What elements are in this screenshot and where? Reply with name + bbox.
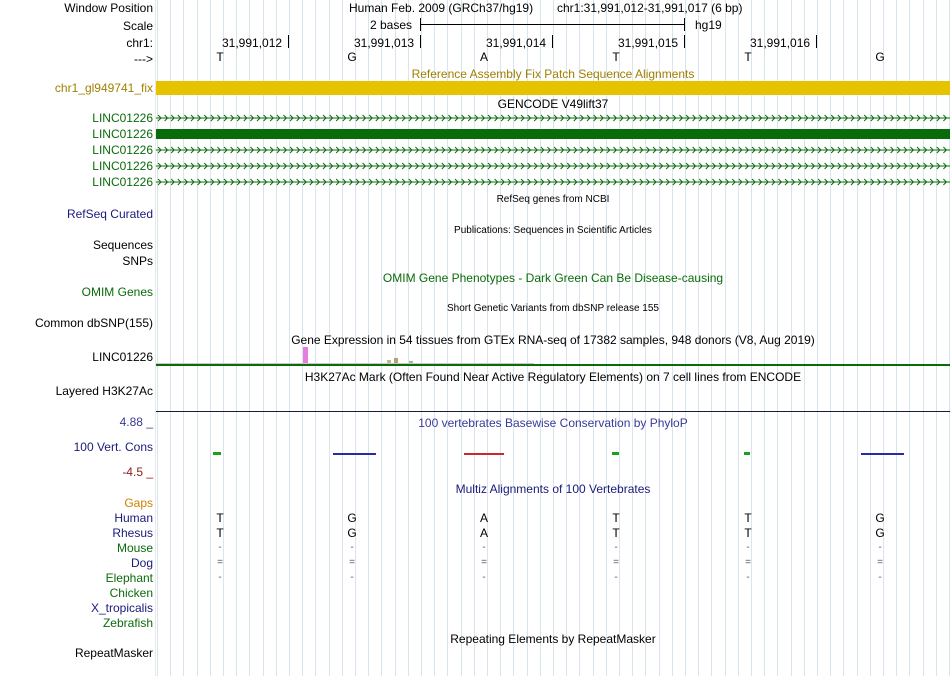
multiz-base: G [875, 526, 885, 540]
multiz-base: - [350, 572, 354, 583]
sequence-base: G [347, 50, 357, 64]
ruler-tick [552, 35, 553, 48]
ruler-tick [420, 35, 421, 48]
fix-patch-bar[interactable] [156, 81, 950, 95]
h3k27ac-baseline [156, 411, 950, 412]
multiz-base: - [482, 542, 486, 553]
multiz-base: - [350, 542, 354, 553]
gtex-label[interactable]: LINC01226 [92, 350, 153, 364]
ruler-coordinate: 31,991,012 [222, 36, 283, 50]
repeatmasker-label[interactable]: RepeatMasker [74, 646, 153, 660]
gtex-title[interactable]: Gene Expression in 54 tissues from GTEx RNA-seq of 17382 samples, 948 donors (V8, Aug 2019) [291, 333, 815, 347]
multiz-base: - [746, 542, 750, 553]
multiz-species-label[interactable]: Human [114, 511, 153, 525]
multiz-species-label[interactable]: Elephant [105, 571, 153, 585]
multiz-base: - [746, 572, 750, 583]
gencode-label-2[interactable]: LINC01226 [92, 127, 153, 141]
sequence-base: G [875, 50, 885, 64]
gencode-intron-track-1[interactable] [156, 112, 950, 124]
scale-bar-right-tick [684, 18, 685, 31]
publications-sequences-label[interactable]: Sequences [92, 238, 153, 252]
gencode-intron-track-4[interactable] [156, 176, 950, 188]
fix-patch-label[interactable]: chr1_gl949741_fix [54, 81, 153, 95]
gtex-bar-tissue-3[interactable] [394, 358, 398, 363]
multiz-species-label[interactable]: X_tropicalis [90, 601, 153, 615]
scale-db: hg19 [695, 18, 722, 32]
multiz-base: - [218, 572, 222, 583]
phylop-min: -4.5 _ [122, 465, 153, 479]
h3k27ac-label[interactable]: Layered H3K27Ac [55, 384, 153, 398]
scale-label: Scale [122, 19, 153, 33]
phylop-mark-3 [464, 453, 504, 455]
phylop-mark-1 [213, 452, 221, 455]
multiz-base: = [481, 557, 487, 568]
gaps-label[interactable]: Gaps [124, 496, 153, 510]
sequence-base: T [744, 50, 752, 64]
multiz-base: = [349, 557, 355, 568]
strand-label: ---> [134, 52, 153, 66]
multiz-base: G [347, 511, 357, 525]
multiz-species-label[interactable]: Dog [130, 556, 153, 570]
dbsnp-label[interactable]: Common dbSNP(155) [34, 316, 153, 330]
gencode-intron-track-3[interactable] [156, 160, 950, 172]
phylop-max: 4.88 _ [119, 415, 153, 429]
multiz-base: - [614, 542, 618, 553]
ruler-coordinate: 31,991,013 [354, 36, 415, 50]
gencode-label-1[interactable]: LINC01226 [92, 111, 153, 125]
phylop-mark-6 [861, 453, 904, 455]
phylop-mark-4 [612, 452, 619, 455]
gtex-bar-tissue-2[interactable] [387, 360, 391, 363]
phylop-title[interactable]: 100 vertebrates Basewise Conservation by PhyloP [418, 416, 688, 430]
gencode-exon-bar[interactable] [156, 129, 950, 139]
multiz-base: T [612, 526, 620, 540]
gtex-gene-line[interactable] [156, 364, 950, 366]
multiz-base: - [482, 572, 486, 583]
refseq-label[interactable]: RefSeq Curated [66, 207, 153, 221]
gtex-bar-tissue-1[interactable] [303, 347, 308, 363]
gencode-title[interactable]: GENCODE V49lift37 [497, 97, 609, 111]
window-position[interactable]: chr1:31,991,012-31,991,017 (6 bp) [557, 1, 743, 15]
multiz-base: G [875, 511, 885, 525]
multiz-species-label[interactable]: Rhesus [112, 526, 153, 540]
h3k27ac-title[interactable]: H3K27Ac Mark (Often Found Near Active Regulatory Elements) on 7 cell lines from ENCODE [304, 370, 802, 384]
sequence-base: A [479, 50, 488, 64]
ruler-tick [816, 35, 817, 48]
window-position-label: Window Position [64, 1, 153, 15]
gencode-label-5[interactable]: LINC01226 [92, 175, 153, 189]
multiz-base: A [479, 526, 488, 540]
sequence-base: T [216, 50, 224, 64]
gtex-bar-tissue-4[interactable] [409, 361, 413, 363]
multiz-base: T [216, 526, 224, 540]
multiz-base: G [347, 526, 357, 540]
ruler-coordinate: 31,991,015 [618, 36, 679, 50]
multiz-base: - [218, 542, 222, 553]
multiz-species-label[interactable]: Mouse [116, 541, 153, 555]
chrom-label: chr1: [126, 36, 153, 50]
multiz-base: = [217, 557, 223, 568]
multiz-base: - [614, 572, 618, 583]
fix-patch-title[interactable]: Reference Assembly Fix Patch Sequence Alignments [411, 67, 695, 81]
multiz-base: = [613, 557, 619, 568]
multiz-base: A [479, 511, 488, 525]
multiz-species-label[interactable]: Zebrafish [102, 616, 153, 630]
multiz-base: - [878, 542, 882, 553]
gencode-label-4[interactable]: LINC01226 [92, 159, 153, 173]
omim-label[interactable]: OMIM Genes [81, 285, 153, 299]
phylop-mark-5 [744, 452, 750, 455]
scale-text: 2 bases [370, 18, 413, 32]
multiz-base: T [744, 526, 752, 540]
sequence-base: T [612, 50, 620, 64]
ruler-tick [684, 35, 685, 48]
multiz-base: = [877, 557, 883, 568]
multiz-base: T [744, 511, 752, 525]
phylop-mark-2 [333, 453, 376, 455]
refseq-title[interactable]: RefSeq genes from NCBI [496, 194, 610, 205]
multiz-base: = [745, 557, 751, 568]
multiz-species-label[interactable]: Chicken [109, 586, 153, 600]
publications-title[interactable]: Publications: Sequences in Scientific Articles [454, 225, 652, 236]
gencode-label-3[interactable]: LINC01226 [92, 143, 153, 157]
phylop-label[interactable]: 100 Vert. Cons [73, 440, 153, 454]
dbsnp-title[interactable]: Short Genetic Variants from dbSNP release 155 [447, 303, 659, 314]
publications-snps-label[interactable]: SNPs [122, 254, 153, 268]
gencode-intron-track-2[interactable] [156, 144, 950, 156]
assembly-title: Human Feb. 2009 (GRCh37/hg19) [349, 1, 534, 15]
ruler-tick [288, 35, 289, 48]
ruler-coordinate: 31,991,014 [486, 36, 547, 50]
multiz-base: - [878, 572, 882, 583]
multiz-base: T [612, 511, 620, 525]
ruler-coordinate: 31,991,016 [750, 36, 811, 50]
scale-bar-left-tick [420, 18, 421, 31]
scale-bar [420, 24, 684, 25]
omim-title[interactable]: OMIM Gene Phenotypes - Dark Green Can Be Disease-causing [382, 271, 724, 285]
multiz-base: T [216, 511, 224, 525]
repeatmasker-title[interactable]: Repeating Elements by RepeatMasker [450, 632, 656, 646]
multiz-title[interactable]: Multiz Alignments of 100 Vertebrates [455, 482, 651, 496]
